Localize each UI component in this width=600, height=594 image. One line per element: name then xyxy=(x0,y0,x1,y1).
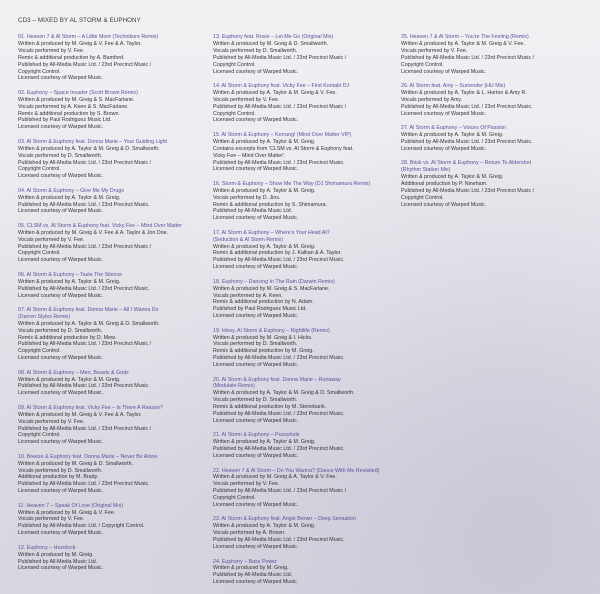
track-credit-line: Copyright Control. xyxy=(213,61,256,68)
track-credit-line: Published by All-Media Music Ltd. / 23rd Precinct Music. xyxy=(213,537,345,544)
track-credit-line: Licensed courtesy of Warped Music. xyxy=(213,215,299,222)
track-title: 09. Al Storm & Euphony feat. Vicky Fee – Is There A Reason? xyxy=(18,404,163,411)
track-credit-line: Published by All-Media Music Ltd. / 23rd Precinct Music / xyxy=(18,425,152,432)
track-entry xyxy=(401,125,589,153)
track-credit-line: Written & produced by M. Greig. xyxy=(18,551,94,558)
track-credit-line: Vocals performed by D. Smallworth. xyxy=(213,47,298,54)
track-credit-line: Written & produced by A. Taylor & M. Greig & D. Smallworth. xyxy=(213,390,355,397)
track-credit-line: Published by Paul Rodriguez Music Ltd. xyxy=(213,306,307,313)
track-credit-line: Published by All-Media Music Ltd. xyxy=(18,558,98,565)
track-credit-line: Published by All-Media Music Ltd. / 23rd Precinct Music / xyxy=(18,341,152,348)
track-entry xyxy=(18,188,206,216)
track-title: 08. Al Storm & Euphony – Men, Beasts & Gods xyxy=(18,369,129,376)
track-credit-line: Written & produced by M. Greig & V. Fee & A. Taylor & Jon Doe. xyxy=(18,229,169,236)
track-credit-line: Licensed courtesy of Warped Music. xyxy=(18,355,104,362)
track-credit-line: Remix & additional production by S. Brown. xyxy=(18,110,120,117)
track-credit-line: Additional production by P. Nineham. xyxy=(401,180,488,187)
track-credit-line: Published by All-Media Music Ltd. / 23rd Precinct Music. xyxy=(213,355,345,362)
track-title: 20. Al Storm & Euphony feat. Donna Marie – Runaway xyxy=(213,376,341,383)
track-credit-line: Remix & additional production by N. Adam. xyxy=(213,299,314,306)
track-credit-line: Vocals performed by A. Keen. xyxy=(213,292,283,299)
track-title: 15. Al Storm & Euphony – Kerrang! (Mind Over Matter VIP) xyxy=(213,131,352,138)
track-credit-line: Copyright Control. xyxy=(18,68,61,75)
tracklist-column-3 xyxy=(401,34,589,216)
track-credit-line: Written & produced by A. Taylor & M. Greig. xyxy=(401,173,504,180)
track-credit-line: Licensed courtesy of Warped Music. xyxy=(213,264,299,271)
track-credit-line: Vocals performed by V. Fee. xyxy=(213,96,280,103)
track-credit-line: Remix & additional production by A. Bamford. xyxy=(18,54,125,61)
track-credit-line: Vocals performed by A. Keen & S. MacFarlane. xyxy=(18,103,129,110)
track-credit-line: Remix & additional production by J. Kalkan & A. Taylor. xyxy=(213,250,342,257)
track-title: 19. Hixxy, Al Storm & Euphony – Nightlife (Remix) xyxy=(213,327,330,334)
track-credit-line: Additional production by M. Brady. xyxy=(18,474,99,481)
track-credit-line: Licensed courtesy of Warped Music. xyxy=(18,124,104,131)
track-credit-line: Written & produced by A. Taylor & M. Greig & D. Smallworth. xyxy=(18,320,160,327)
track-entry xyxy=(18,223,206,264)
track-entry xyxy=(18,34,206,82)
track-credit-line: Licensed courtesy of Warped Music. xyxy=(213,544,299,551)
track-credit-line: Vocals performed by V. Fee. xyxy=(18,236,85,243)
track-entry xyxy=(18,503,206,538)
track-credit-line: Copyright Control. xyxy=(18,348,61,355)
track-credit-line: Licensed courtesy of Warped Music. xyxy=(401,68,487,75)
track-credit-line: Written & produced by A. Taylor & M. Greig. xyxy=(401,131,504,138)
track-credit-line: Published by All-Media Music Ltd. / 23rd Precinct Music. xyxy=(213,257,345,264)
track-credit-line: Published by All-Media Music Ltd. / 23rd Precinct Music / xyxy=(213,54,347,61)
track-credit-line: Licensed courtesy of Warped Music. xyxy=(18,390,104,397)
track-credit-line: Written & produced by M. Greig & S. MacFarlane. xyxy=(213,285,330,292)
track-credit-line: Vocals performed by D. Smallworth. xyxy=(18,467,103,474)
track-credit-line: Licensed courtesy of Warped Music. xyxy=(401,145,487,152)
track-entry xyxy=(213,328,401,369)
track-entry xyxy=(213,230,401,271)
track-credit-line: Licensed courtesy of Warped Music. xyxy=(18,173,104,180)
track-entry xyxy=(213,34,401,75)
track-credit-line: Published by All-Media Music Ltd. / 23rd Precinct Music. xyxy=(213,159,345,166)
track-credit-line: Vocals performed by V. Fee. xyxy=(401,47,468,54)
track-credit-line: Licensed courtesy of Warped Music. xyxy=(213,313,299,320)
track-credit-line: Written & produced by M. Greig & D. Smallworth. xyxy=(18,460,134,467)
track-credit-line: Vocals performed by D. Smallworth. xyxy=(18,152,103,159)
track-credit-line: Written & produced by M. Greig & I. Hicks. xyxy=(213,334,313,341)
track-title: 06. Al Storm & Euphony – Taste The Silence xyxy=(18,271,123,278)
track-entry xyxy=(18,405,206,446)
track-title: 01. Heaven 7 & Al Storm – A Little More (Technikore Remix) xyxy=(18,34,159,40)
track-credit-line: Copyright Control. xyxy=(18,432,61,439)
track-title: 16. Storm & Euphony – Show Me The Way (DJ Shimamura Remix) xyxy=(213,180,371,187)
track-entry xyxy=(18,545,206,573)
track-credit-line: Written & produced by M. Greig & V. Fee. xyxy=(18,509,116,516)
track-credit-line: Published by All-Media Music Ltd. / 23rd Precinct Music. xyxy=(18,383,150,390)
track-credit-line: Published by All-Media Music Ltd. / 23rd Precinct Music. xyxy=(18,201,150,208)
track-entry xyxy=(213,432,401,460)
track-credit-line: Licensed courtesy of Warped Music. xyxy=(18,488,104,495)
track-title: 28. Brisk vs. Al Storm & Euphony – Return To Aldershot xyxy=(401,160,532,167)
track-credit-line: Licensed courtesy of Warped Music. xyxy=(18,439,104,446)
track-credit-line: Published by All-Media Music Ltd. / 23rd Precinct Music. xyxy=(401,138,533,145)
track-credit-line: Licensed courtesy of Warped Music. xyxy=(213,502,299,509)
track-entry xyxy=(213,377,401,425)
track-credit-line: Published by All-Media Music Ltd. / 23rd Precinct Music / xyxy=(401,187,535,194)
track-credit-line: Vocals performed by V. Fee. xyxy=(18,47,85,54)
track-entry xyxy=(18,454,206,495)
track-credit-line: Written & produced by M. Greig & A. Taylor & V. Fee. xyxy=(213,474,337,481)
track-credit-line: Licensed courtesy of Warped Music. xyxy=(18,565,104,572)
track-credit-line: Remix & additional production by M. Greig. xyxy=(213,348,314,355)
track-credit-line: Licensed courtesy of Warped Music. xyxy=(213,166,299,173)
track-credit-line: Published by All-Media Music Ltd. / 23rd Precinct Music. xyxy=(18,285,150,292)
track-credit-line: Published by All-Media Music Ltd. / 23rd Precinct Music. xyxy=(213,446,345,453)
track-entry xyxy=(213,468,401,509)
track-entry xyxy=(18,370,206,398)
track-credit-line: Licensed courtesy of Warped Music. xyxy=(213,579,299,586)
tracklist-column-2 xyxy=(213,34,401,594)
track-credit-line: Published by All-Media Music Ltd. / 23rd Precinct Music / xyxy=(18,243,152,250)
track-credit-line: Published by All-Media Music Ltd. / 23rd Precinct Music / xyxy=(18,159,152,166)
track-credit-line: Written & produced by A. Taylor & M. Greig. xyxy=(18,194,121,201)
track-credit-line: Written & produced by A. Taylor & M. Greig. xyxy=(18,376,121,383)
track-credit-line: Vocals performed by D. Smallworth. xyxy=(213,341,298,348)
track-credit-line: Published by All-Media Music Ltd. / 23rd Precinct Music. xyxy=(18,481,150,488)
track-title: 12. Euphony – Hozelock xyxy=(18,544,76,551)
track-credit-line: Published by Paul Rodriguez Music Ltd. xyxy=(18,117,112,124)
track-credit-line: Written & produced by A. Taylor & M. Greig. xyxy=(18,278,121,285)
track-title: (Rhythm Station Mix) xyxy=(401,167,451,173)
track-entry xyxy=(213,83,401,124)
track-entry xyxy=(18,90,206,131)
track-credit-line: Licensed courtesy of Warped Music. xyxy=(18,208,104,215)
track-title: 11. Heaven 7 – Speak Of Love (Original Mix) xyxy=(18,502,124,509)
track-credit-line: Written & produced by M. Greig & V. Fee & A. Taylor. xyxy=(18,40,142,47)
track-entry xyxy=(213,559,401,587)
track-entry xyxy=(213,516,401,551)
track-credit-line: Written & produced by A. Taylor & M. Greig. xyxy=(213,523,316,530)
track-credit-line: Vocals performed by A. Brown. xyxy=(213,530,286,537)
track-credit-line: Vocals performed by Amy. xyxy=(401,96,463,103)
track-credit-line: Licensed courtesy of Warped Music. xyxy=(213,68,299,75)
track-credit-line: Copyright Control. xyxy=(18,250,61,257)
track-credit-line: Copyright Control. xyxy=(401,194,444,201)
track-credit-line: Licensed courtesy of Warped Music. xyxy=(213,418,299,424)
track-credit-line: Copyright Control. xyxy=(213,495,256,502)
track-credit-line: Vocals performed by D. Smallworth. xyxy=(18,327,103,334)
track-credit-line: Written & produced by M. Greig & D. Smallworth. xyxy=(213,40,329,47)
track-title: 18. Euphony – Dancing In The Rain (Darwin Remix) xyxy=(213,278,335,285)
track-title: 10. Breeze & Euphony feat. Donna Marie – Never Be Alone xyxy=(18,453,158,460)
tracklist-column-1 xyxy=(18,34,206,580)
track-credit-line: Licensed courtesy of Warped Music. xyxy=(401,201,487,208)
track-title: 14. Al Storm & Euphony feat. Vicky Fee – First Kontakt DJ xyxy=(213,82,350,89)
track-entry xyxy=(213,181,401,222)
track-title: 27. Al Storm & Euphony – Voices Of Passion xyxy=(401,124,507,131)
track-entry xyxy=(18,139,206,180)
track-credit-line: Vicky Fee – Mind Over Matter'. xyxy=(213,152,286,159)
track-credit-line: Vocals performed by D. Smallworth. xyxy=(213,397,298,404)
page-header: CD3 – MIXED BY AL STORM & EUPHONY xyxy=(18,17,141,24)
track-credit-line: Remix & additional production by S. Shimamura. xyxy=(213,201,327,208)
track-credit-line: Licensed courtesy of Warped Music. xyxy=(18,75,104,82)
track-title: 13. Euphony feat. Roxie – Let Me Go (Original Mix) xyxy=(213,34,334,40)
track-credit-line: Written & produced by A. Taylor & M. Greig. xyxy=(213,243,316,250)
track-title: 24. Euphony – Bass Power xyxy=(213,558,277,565)
track-title: (Darren Styles Remix) xyxy=(18,313,71,320)
track-title: (Seduction & Al Storm Remix) xyxy=(213,236,284,243)
track-credit-line: Licensed courtesy of Warped Music. xyxy=(213,453,299,460)
track-credit-line: Written & produced by A. Taylor & M. Greig & V. Fee. xyxy=(401,40,525,47)
track-credit-line: Vocals performed by V. Fee. xyxy=(18,516,85,523)
track-credit-line: Written & produced by A. Taylor & M. Greig. xyxy=(213,187,316,194)
track-entry xyxy=(401,160,589,208)
track-entry xyxy=(213,132,401,173)
track-credit-line: Copyright Control. xyxy=(18,166,61,173)
track-credit-line: Copyright Control. xyxy=(213,110,256,117)
track-credit-line: Licensed courtesy of Warped Music. xyxy=(18,257,104,264)
track-credit-line: Written & produced by A. Taylor & M. Greig & D. Smallworth. xyxy=(18,145,160,152)
track-credit-line: Vocals performed by V. Fee. xyxy=(18,418,85,425)
track-credit-line: Vocals performed by D. Jinx. xyxy=(213,194,281,201)
track-title: 25. Heaven 7 & Al Storm – You're The Feeling (Remix) xyxy=(401,34,529,40)
track-title: 21. Al Storm & Euphony – Pussyhole xyxy=(213,432,300,439)
track-entry xyxy=(213,279,401,320)
track-credit-line: Licensed courtesy of Warped Music. xyxy=(213,362,299,369)
track-title: 04. Al Storm & Euphony – Give Me My Drugs xyxy=(18,187,124,194)
track-title: 26. Al Storm feat. Amy – Surrender (HU Mix) xyxy=(401,82,506,89)
track-credit-line: Published by All-Media Music Ltd. / 23rd Precinct Music / xyxy=(213,488,347,495)
track-credit-line: Licensed courtesy of Warped Music. xyxy=(401,110,487,117)
track-credit-line: Published by All-Media Music Ltd. xyxy=(213,572,293,579)
track-credit-line: Published by All-Media Music Ltd. / Copyright Control. xyxy=(18,523,145,530)
track-title: 17. Al Storm & Euphony – Where's Your Head At? xyxy=(213,229,330,236)
track-credit-line: Remix & additional production by D. Mew. xyxy=(18,334,117,341)
track-entry xyxy=(401,83,589,118)
track-credit-line: Published by All-Media Music Ltd. / 23rd Precinct Music / xyxy=(213,103,347,110)
track-entry xyxy=(18,307,206,362)
track-title: 07. Al Storm & Euphony feat. Donna Marie – All I Wanna Do xyxy=(18,306,159,313)
track-title: (Modulate Remix) xyxy=(213,383,255,390)
track-entry xyxy=(18,272,206,300)
track-credit-line: Written & produced by M. Greig. xyxy=(213,565,289,572)
track-entry xyxy=(401,34,589,75)
track-credit-line: Written & produced by A. Taylor & L. Horton & Amy R. xyxy=(401,89,527,96)
track-credit-line: Published by All-Media Music Ltd. xyxy=(213,208,293,215)
track-credit-line: Copyright Control. xyxy=(401,61,444,68)
track-title: 22. Heaven 7 & Al Storm – Do You Wanna? (Dance With Me Revisited) xyxy=(213,467,380,474)
track-credit-line: Vocals performed by V. Fee. xyxy=(213,481,280,488)
track-credit-line: Written & produced by A. Taylor & M. Greig. xyxy=(213,439,316,446)
track-title: 03. Al Storm & Euphony feat. Donna Marie – Your Guiding Light xyxy=(18,138,167,145)
track-credit-line: Written & produced by M. Greig & V. Fee & A. Taylor. xyxy=(18,411,142,418)
track-credit-line: Written & produced by M. Greig & S. MacFarlane. xyxy=(18,96,135,103)
track-credit-line: Remix & additional production by M. Stonebank. xyxy=(213,404,327,411)
track-credit-line: Written & produced by A. Taylor & M. Greig & V. Fee. xyxy=(213,89,337,96)
track-credit-line: Licensed courtesy of Warped Music. xyxy=(18,530,104,537)
track-credit-line: Published by All-Media Music Ltd. / 23rd Precinct Music / xyxy=(18,61,152,68)
track-title: 05. CLSM vs. Al Storm & Euphony feat. Vicky Fee – Mind Over Matter xyxy=(18,222,182,229)
track-title: 23. Al Storm & Euphony feat. Angie Brown – Deep Sensation xyxy=(213,516,356,523)
track-credit-line: Licensed courtesy of Warped Music. xyxy=(213,117,299,124)
track-credit-line: Published by All-Media Music Ltd. / 23rd Precinct Music. xyxy=(213,411,345,418)
track-credit-line: Published by All-Media Music Ltd. / 23rd Precinct Music / xyxy=(401,54,535,61)
track-title: 02. Euphony – Space Invader (Scott Brown Remix) xyxy=(18,89,138,96)
track-credit-line: Published by All-Media Music Ltd. / 23rd Precinct Music. xyxy=(401,103,533,110)
track-credit-line: Contains excerpts from 'CLSM vs. Al Storm & Euphony feat. xyxy=(213,145,354,152)
track-credit-line: Licensed courtesy of Warped Music. xyxy=(18,292,104,299)
track-credit-line: Written & produced by A. Taylor & M. Greig. xyxy=(213,138,316,145)
